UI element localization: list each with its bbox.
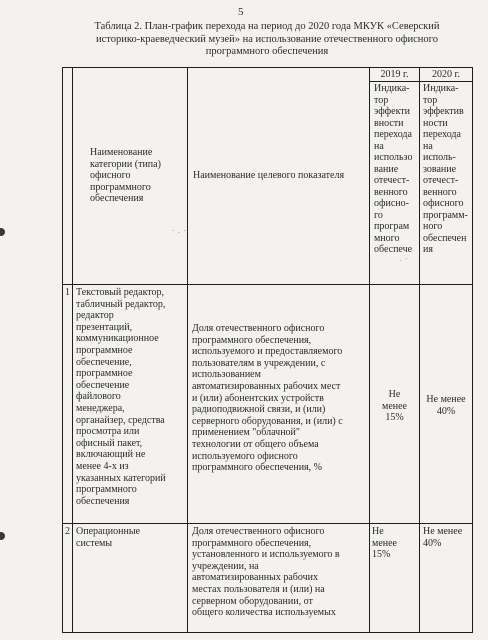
row1-bottom-border <box>62 523 473 524</box>
punch-hole-mark <box>0 532 5 540</box>
row-category: Операционные системы <box>76 526 141 549</box>
table-caption <box>62 21 472 59</box>
scan-speckle: · . · <box>172 227 187 235</box>
row-category: Текстовый редактор, табличный редактор, редактор презентаций, коммуникационное программное обеспечение, программное обеспечение файлового менеджера, органайзер, средства просмотра или офисный пакет, включающий не менее 4-х из указанных категорий программного обеспечения <box>76 287 166 507</box>
year-row-border <box>369 81 473 82</box>
target-column-border <box>369 67 370 633</box>
target-column-header: Наименование целевого показателя <box>193 170 345 181</box>
category-column-header: Наименование категории (типа) офисного программного обеспечения <box>90 147 161 205</box>
category-column-border <box>187 67 188 633</box>
row-value-2020: Не менее 40% <box>423 526 463 549</box>
scan-speckle: . · <box>400 255 409 263</box>
punch-hole-mark <box>0 228 5 236</box>
year-2020-header: 2020 г. <box>432 69 460 80</box>
indicator-2020-header: Индика- тор эффектив ности перехода на исполь- зование отечест- венного офисного программ- ного обеспечен ия <box>423 83 468 255</box>
header-bottom-border <box>62 284 473 285</box>
caption-line-3: программного обеспечения <box>205 46 329 57</box>
row-number: 1 <box>65 287 70 298</box>
year-column-border <box>419 67 420 633</box>
caption-line-2: историко-краеведческий музей» на использование отечественного офисного <box>96 33 438 45</box>
indicator-2019-header: Индика- тор эффекти вности перехода на использо вание отечест- венного офисно- го програм много обеспече <box>374 83 413 255</box>
row-target: Доля отечественного офисного программного обеспечения, установленного и используемого в учреждении, на автоматизированных рабочих местах пользователя и (или) на серверном оборудовании, от общего количества используемых <box>192 526 340 619</box>
page-number: 5 <box>238 6 244 18</box>
row-number: 2 <box>65 526 70 537</box>
table-border-left <box>62 67 63 633</box>
year-2019-header: 2019 г. <box>380 69 409 80</box>
row-value-2019: Не менее 15% <box>372 526 397 561</box>
table-border-bottom <box>62 632 473 633</box>
table-border-right <box>472 67 473 633</box>
row-value-2020: Не менее 40% <box>426 394 466 417</box>
row-target: Доля отечественного офисного программного обеспечения, используемого и предоставляемого пользователям в учреждении, с использованием автоматизированных рабочих мест и (или) абонентских устройств радиоподвижной связи, и (или) серверного оборудования, и (или) с применением "облачной" технологии от общего объема используемого офисного программного обеспечения, % <box>192 323 343 474</box>
row-value-2019: Не менее 15% <box>382 389 407 424</box>
table-border-top <box>62 67 473 68</box>
caption-line-1: Таблица 2. План-график перехода на период до 2020 года МКУК «Северский <box>94 21 440 32</box>
num-column-border <box>72 67 73 633</box>
